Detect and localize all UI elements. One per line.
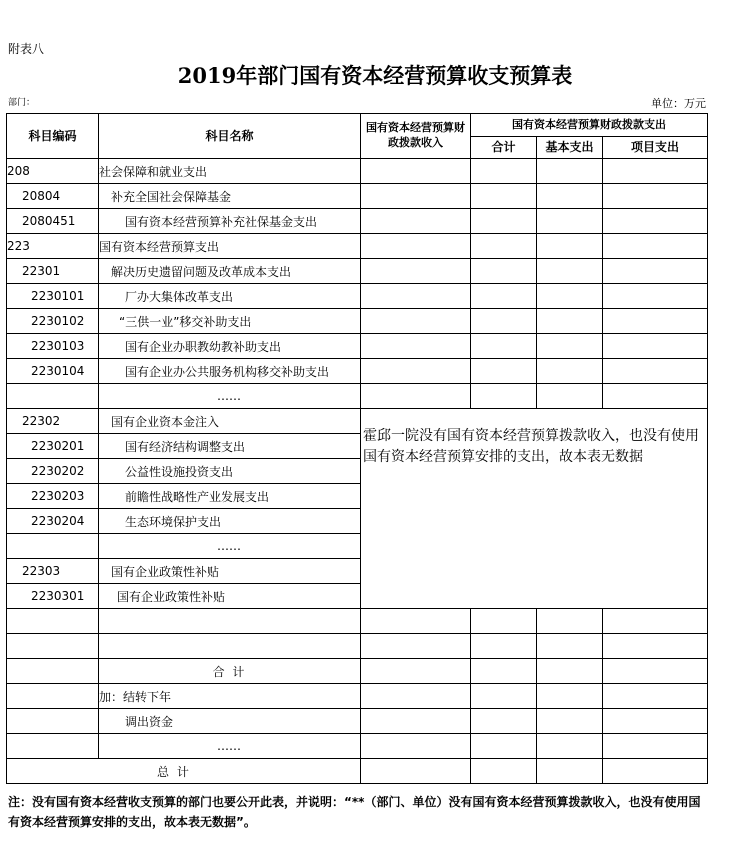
row-code: 2230102	[7, 309, 99, 334]
no-data-note: 霍邱一院没有国有资本经营预算拨款收入，也没有使用国有资本经营预算安排的支出，故本表无数据	[361, 409, 708, 609]
row-code: 2080451	[7, 209, 99, 234]
row-code: 2230203	[7, 484, 99, 509]
row-code: 2230204	[7, 509, 99, 534]
row-name: 国有企业政策性补贴	[99, 584, 361, 609]
row-name: 国有资本经营预算补充社保基金支出	[99, 209, 361, 234]
row-code: 2230103	[7, 334, 99, 359]
total-row	[7, 659, 708, 684]
appendix-label: 附表八	[8, 42, 45, 56]
table-row	[7, 309, 708, 334]
row-code: 2230101	[7, 284, 99, 309]
row-code: 2230202	[7, 459, 99, 484]
empty-row	[7, 634, 708, 659]
table-row	[7, 209, 708, 234]
table-row	[7, 259, 708, 284]
carry-label: 加：结转下年	[99, 684, 361, 709]
grand-total-row	[7, 759, 708, 784]
header-project: 项目支出	[603, 136, 708, 159]
row-code: 22302	[7, 409, 99, 434]
table-row	[7, 359, 708, 384]
header-subject-code: 科目编码	[7, 114, 99, 159]
row-name: 国有企业资本金注入	[99, 409, 361, 434]
row-code: 22303	[7, 559, 99, 584]
row-name: 补充全国社会保障基金	[99, 184, 361, 209]
footnote: 注：没有国有资本经营收支预算的部门也要公开此表，并说明：“**（部门、单位）没有国有资本经营预算拨款收入，也没有使用国有资本经营预算安排的支出，故本表无数据”。	[8, 795, 701, 829]
page-title: 2019年部门国有资本经营预算收支预算表	[177, 63, 573, 88]
ellipsis-row	[7, 734, 708, 759]
table-row	[7, 409, 708, 434]
row-name: 生态环境保护支出	[99, 509, 361, 534]
header-row	[7, 114, 708, 137]
row-name: 国有经济结构调整支出	[99, 434, 361, 459]
header-expense-group: 国有资本经营预算财政拨款支出	[471, 114, 708, 137]
transfer-row	[7, 709, 708, 734]
row-name: 国有企业办公共服务机构移交补助支出	[99, 359, 361, 384]
row-code: 2230201	[7, 434, 99, 459]
row-name: 国有企业办职教幼教补助支出	[99, 334, 361, 359]
transfer-label: 调出资金	[99, 709, 361, 734]
row-code: 2230301	[7, 584, 99, 609]
total-label: 合 计	[99, 659, 361, 684]
unit-label: 单位：万元	[651, 97, 706, 110]
row-name: 国有企业政策性补贴	[99, 559, 361, 584]
row-code: 20804	[7, 184, 99, 209]
row-name: 解决历史遗留问题及改革成本支出	[99, 259, 361, 284]
table-row	[7, 234, 708, 259]
department-label: 部门：	[8, 98, 36, 108]
row-name: 厂办大集体改革支出	[99, 284, 361, 309]
empty-row	[7, 609, 708, 634]
header-income: 国有资本经营预算财政拨款收入	[361, 114, 471, 159]
row-code: 223	[7, 234, 99, 259]
row-name: “三供一业”移交补助支出	[99, 309, 361, 334]
row-name: ……	[99, 534, 361, 559]
row-code	[7, 534, 99, 559]
table-row	[7, 284, 708, 309]
header-subject-name: 科目名称	[99, 114, 361, 159]
table-row	[7, 184, 708, 209]
header-total: 合计	[471, 136, 537, 159]
grand-total-label: 总 计	[7, 759, 361, 784]
row-code: 2230104	[7, 359, 99, 384]
row-code: 208	[7, 159, 99, 184]
row-name: 公益性设施投资支出	[99, 459, 361, 484]
table-row	[7, 334, 708, 359]
budget-table	[6, 113, 708, 784]
row-code	[7, 384, 99, 409]
row-name: 社会保障和就业支出	[99, 159, 361, 184]
table-row	[7, 384, 708, 409]
row-name: ……	[99, 384, 361, 409]
table-row	[7, 159, 708, 184]
carry-row	[7, 684, 708, 709]
row-name: 国有资本经营预算支出	[99, 234, 361, 259]
ellipsis-label: ……	[99, 734, 361, 759]
header-basic: 基本支出	[537, 136, 603, 159]
row-code: 22301	[7, 259, 99, 284]
row-name: 前瞻性战略性产业发展支出	[99, 484, 361, 509]
